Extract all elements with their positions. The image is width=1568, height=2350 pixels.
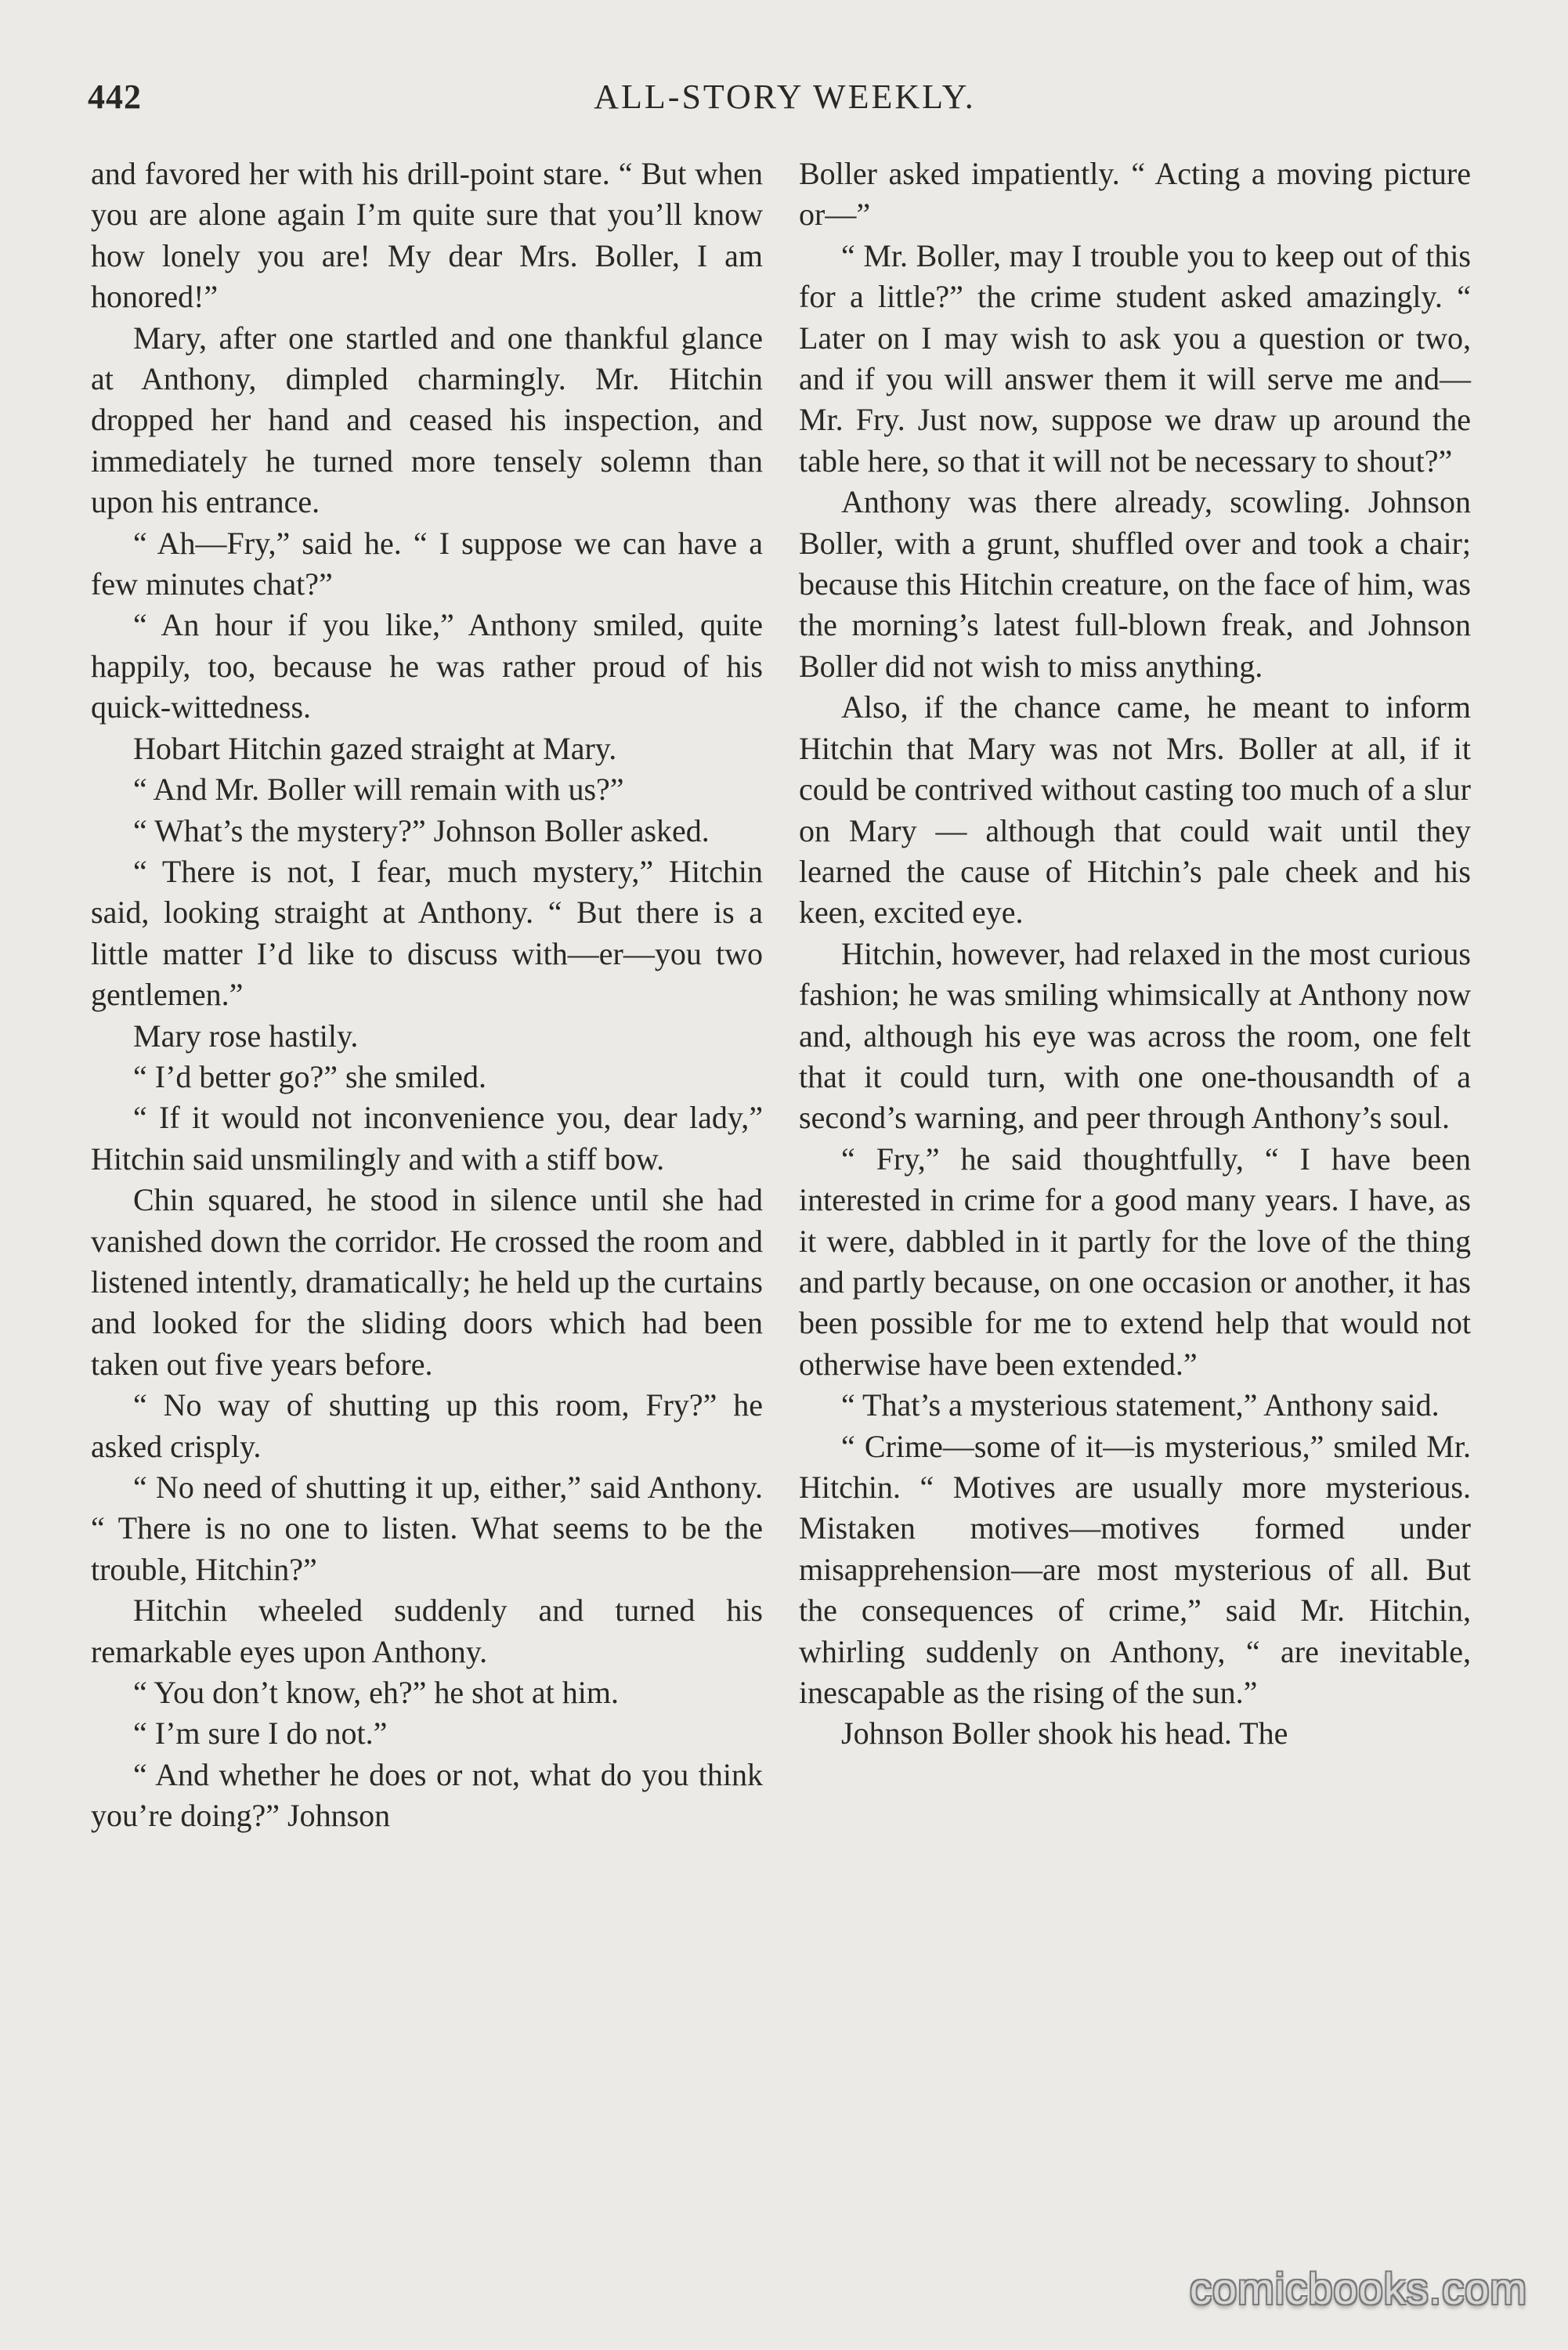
paragraph: Boller asked impatiently. “ Acting a moving picture or—” <box>799 156 1471 233</box>
left-column <box>91 154 763 1837</box>
paragraph: “ No way of shutting up this room, Fry?” he asked crisply. <box>91 1387 763 1464</box>
paragraph: “ If it would not inconvenience you, dear lady,” Hitchin said unsmilingly and with a stiff bow. <box>91 1100 763 1177</box>
paragraph: “ There is not, I fear, much mystery,” Hitchin said, looking straight at Anthony. “ But there is a little matter I’d like to discuss with—er—you two gentlemen.” <box>91 853 763 1013</box>
running-head: ALL-STORY WEEKLY. <box>594 78 976 116</box>
paragraph: Johnson Boller shook his head. The <box>841 1716 1288 1752</box>
right-column <box>799 154 1471 1755</box>
paragraph: “ Ah—Fry,” said he. “ I suppose we can have a few minutes chat?” <box>91 525 763 602</box>
watermark-logo: comicbooks.com <box>1189 2264 1527 2313</box>
paragraph: “ Fry,” he said thoughtfully, “ I have been interested in crime for a good many years. I have, as it were, dabbled in it partly for the love of the thing and partly because, on one occasion or another, it has been possible for me to extend help that would not otherwise have been extended.” <box>799 1141 1471 1382</box>
paragraph: Chin squared, he stood in silence until she had vanished down the corridor. He crossed the room and listened intently, dramatically; he held up the curtains and looked for the sliding doors which had been taken out five years before. <box>91 1182 763 1382</box>
paragraph: “ I’d better go?” she smiled. <box>133 1058 486 1094</box>
page-header <box>88 77 1482 132</box>
paragraph: Also, if the chance came, he meant to inform Hitchin that Mary was not Mrs. Boller at all, if it could be contrived without casting too much of a slur on Mary — although that could wait until they learned the cause of Hitchin’s pale cheek and his keen, excited eye. <box>799 689 1471 931</box>
paragraph: “ You don’t know, eh?” he shot at him. <box>133 1675 619 1711</box>
paragraph: Hobart Hitchin gazed straight at Mary. <box>133 730 617 766</box>
paragraph: “ No need of shutting it up, either,” said Anthony. “ There is no one to listen. What seems to be the trouble, Hitchin?” <box>91 1470 763 1587</box>
paragraph: Mary rose hastily. <box>133 1018 359 1054</box>
paragraph: Hitchin, however, had relaxed in the most curious fashion; he was smiling whimsically at Anthony now and, although his eye was across the room, one felt that it could turn, with one one-thousandth of a second’s warning, and peer through Anthony’s soul. <box>799 935 1471 1136</box>
paragraph: Mary, after one startled and one thankful glance at Anthony, dimpled charmingly. Mr. Hitchin dropped her hand and ceased his inspection, and immediately he turned more tensely solemn than upon his entrance. <box>91 320 763 520</box>
paragraph: “ And whether he does or not, what do you think you’re doing?” Johnson <box>91 1756 763 1834</box>
paragraph: “ An hour if you like,” Anthony smiled, quite happily, too, because he was rather proud of his quick-wittedness. <box>91 607 763 725</box>
paragraph: Anthony was there already, scowling. Johnson Boller, with a grunt, shuffled over and took a chair; because this Hitchin creature, on the face of him, was the morning’s latest full-blown freak, and Johnson Boller did not wish to miss anything. <box>799 484 1471 684</box>
paragraph: “ And Mr. Boller will remain with us?” <box>133 772 624 808</box>
paragraph: and favored her with his drill-point stare. “ But when you are alone again I’m quite sure that you’ll know how lonely you are! My dear Mrs. Boller, I am honored!” <box>91 156 763 315</box>
paragraph: “ I’m sure I do not.” <box>133 1716 388 1752</box>
page-number: 442 <box>88 78 142 116</box>
paragraph: “ That’s a mysterious statement,” Anthony said. <box>841 1387 1440 1423</box>
paragraph: Hitchin wheeled suddenly and turned his remarkable eyes upon Anthony. <box>91 1593 763 1669</box>
paragraph: “ What’s the mystery?” Johnson Boller asked. <box>133 812 710 848</box>
paragraph: “ Crime—some of it—is mysterious,” smiled Mr. Hitchin. “ Motives are usually more mysterious. Mistaken motives—motives formed under misapprehension—are most mysterious of all. But the consequences of crime,” said Mr. Hitchin, whirling suddenly on Anthony, “ are inevitable, inescapable as the rising of the sun.” <box>799 1428 1471 1711</box>
paragraph: “ Mr. Boller, may I trouble you to keep out of this for a little?” the crime student asked amazingly. “ Later on I may wish to ask you a question or two, and if you will answer them it will serve me and—Mr. Fry. Just now, suppose we draw up around the table here, so that it will not be necessary to shout?” <box>799 237 1471 479</box>
